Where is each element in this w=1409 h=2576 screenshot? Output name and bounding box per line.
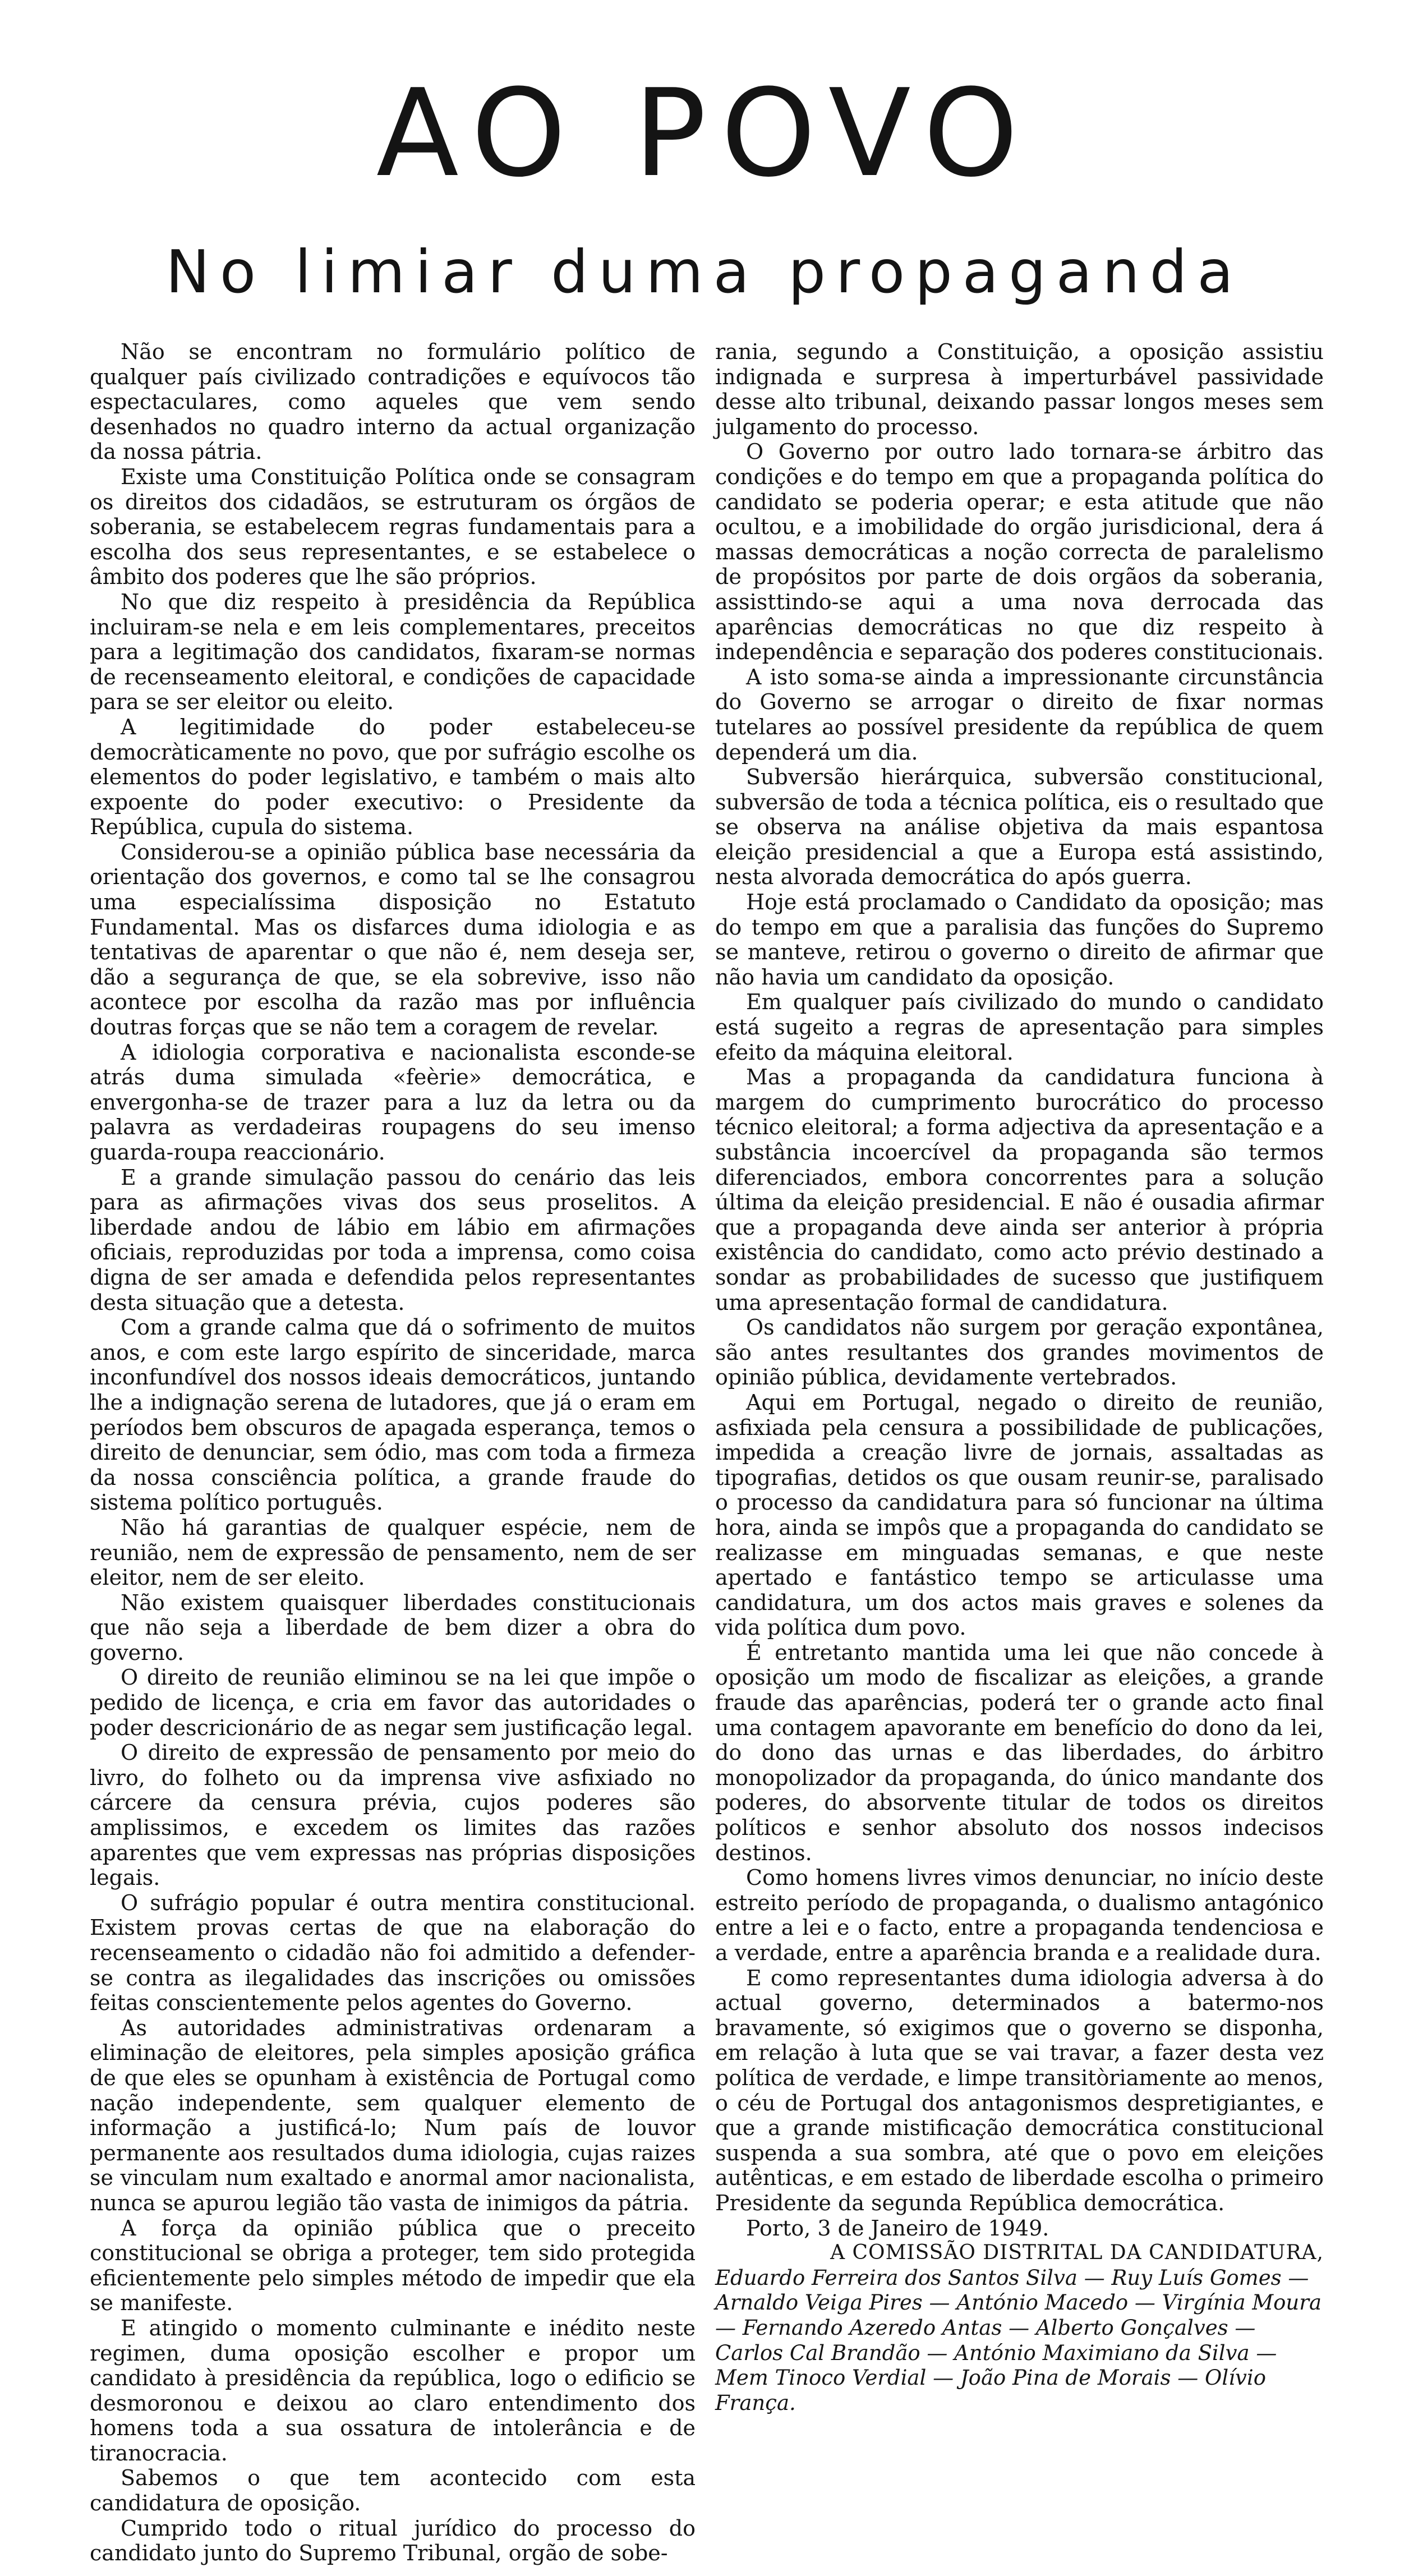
paragraph: E como representantes duma idiologia adversa à do actual governo, determinados a batermo-nos bravamente, só exigimos que o governo se disponha, em relação à luta que se vai travar, a fazer desta vez política de verdade, e limpe transitòriamente ao menos, o céu de Portugal dos antagonismos despretigiantes, e que a grande mistificação democrática constitucional suspenda a sua sombra, até que o povo em eleições autênticas, e em estado de liberdade escolha o primeiro Presidente da segunda República democrática. [715,1965,1324,2215]
right-column [715,339,1324,2416]
paragraph: Em qualquer país civilizado do mundo o candidato está sugeito a regras de apresentação para simples efeito da máquina eleitoral. [715,990,1324,1065]
page-title: AO POVO [376,63,1033,204]
paragraph: O sufrágio popular é outra mentira constitucional. Existem provas certas de que na elaboração do recenseamento o cidadão não foi admitido a defender-se contra as ilegalidades das inscrições ou omissões feitas conscientemente pelos agentes do Governo. [90,1890,696,2016]
paragraph: Os candidatos não surgem por geração expontânea, são antes resultantes dos grandes movimentos de opinião pública, devidamente vertebrados. [715,1315,1324,1390]
paragraph: A idiologia corporativa e nacionalista esconde-se atrás duma simulada «feèrie» democrática, e envergonha-se de trazer para a luz da letra ou da palavra as verdadeiras roupagens do seu imenso guarda-roupa reaccionário. [90,1039,696,1165]
committee-signature: A COMISSÃO DISTRITAL DA CANDIDATURA, [830,2241,1324,2265]
paragraph: A isto soma-se ainda a impressionante circunstância do Governo se arrogar o direito de fixar normas tutelares ao possível presidente da república de quem dependerá um dia. [715,664,1324,765]
committee-members: Eduardo Ferreira dos Santos Silva — Ruy Luís Gomes — Arnaldo Veiga Pires — António Macedo — Virgínia Moura — Fernando Azeredo Antas — Alberto Gonçalves — Carlos Cal Brandão — António Maximiano da Silva — Mem Tinoco Verdial — João Pina de Morais — Olívio França. [715,2265,1322,2415]
dateline: Porto, 3 de Janeiro de 1949. [746,2215,1049,2241]
paragraph: E a grande simulação passou do cenário das leis para as afirmações vivas dos seus proselitos. A liberdade andou de lábio em lábio em afirmações oficiais, reproduzidas por toda a imprensa, como coisa digna de ser amada e defendida pelos representantes desta situação que a detesta. [90,1165,696,1315]
paragraph: No que diz respeito à presidência da República incluiram-se nela e em leis complementares, preceitos para a legitimação dos candidatos, fixaram-se normas de recenseamento eleitoral, e condições de capacidade para se ser eleitor ou eleito. [90,589,696,715]
paragraph-continuation: rania, segundo a Constituição, a oposição assistiu indignada e surpresa à imperturbável passividade desse alto tribunal, deixando passar longos meses sem julgamento do processo. [715,339,1324,439]
paragraph: Sabemos o que tem acontecido com esta candidatura de oposição. [90,2465,696,2516]
paragraph: A legitimidade do poder estabeleceu-se democràticamente no povo, que por sufrágio escolhe os elementos do poder legislativo, e também o mais alto expoente do poder executivo: o Presidente da República, cupula do sistema. [90,714,696,840]
paragraph: Como homens livres vimos denunciar, no início deste estreito período de propaganda, o dualismo antagónico entre a lei e o facto, entre a propaganda tendenciosa e a verdade, entre a aparência branda e a realidade dura. [715,1865,1324,1965]
paragraph: Não existem quaisquer liberdades constitucionais que não seja a liberdade de bem dizer a obra do governo. [90,1590,696,1665]
left-column [90,339,696,2566]
paragraph: Mas a propaganda da candidatura funciona à margem do cumprimento burocrático do processo técnico eleitoral; a forma adjectiva da apresentação e a substância incoercível da propaganda são termos diferenciados, embora concorrentes para a solução última da eleição presidencial. E não é ousadia afirmar que a propaganda deve ainda ser anterior à própria existência do candidato, como acto prévio destinado a sondar as probabilidades de sucesso que justifiquem uma apresentação formal de candidatura. [715,1065,1324,1315]
paragraph: Considerou-se a opinião pública base necessária da orientação dos governos, e como tal se lhe consagrou uma especialíssima disposição no Estatuto Fundamental. Mas os disfarces duma idiologia e as tentativas de aparentar o que não é, nem deseja ser, dão a segurança de que, se ela sobrevive, isso não acontece por escolha da razão mas por influência doutras forças que se não tem a coragem de revelar. [90,839,696,1040]
paragraph: Com a grande calma que dá o sofrimento de muitos anos, e com este largo espírito de sinceridade, marca inconfundível dos nossos ideais democráticos, juntando lhe a indignação serena de lutadores, que já o eram em períodos bem obscuros de apagada esperança, temos o direito de denunciar, sem ódio, mas com toda a firmeza da nossa consciência política, a grande fraude do sistema político português. [90,1315,696,1515]
paragraph: A força da opinião pública que o preceito constitucional se obriga a proteger, tem sido protegida eficientemente pelo simples método de impedir que ela se manifeste. [90,2215,696,2316]
paragraph: O Governo por outro lado tornara-se árbitro das condições e do tempo em que a propaganda política do candidato se poderia operar; e esta atitude que não ocultou, e a imobilidade do orgão jurisdicional, dera á massas democráticas a noção correcta de paralelismo de propósitos por parte de dois orgãos da soberania, assisttindo-se aqui a uma nova derrocada das aparências democráticas no que diz respeito à independência e separação dos poderes constitucionais. [715,439,1324,665]
paragraph: Subversão hierárquica, subversão constitucional, subversão de toda a técnica política, eis o resultado que se observa na análise objetiva da mais espantosa eleição presidencial a que a Europa está assistindo, nesta alvorada democrática do após guerra. [715,765,1324,890]
paragraph: Não há garantias de qualquer espécie, nem de reunião, nem de expressão de pensamento, nem de ser eleitor, nem de ser eleito. [90,1515,696,1590]
paragraph: O direito de expressão de pensamento por meio do livro, do folheto ou da imprensa vive asfixiado no cárcere da censura prévia, cujos poderes são amplissimos, e excedem os limites das razões aparentes que vem expressas nas próprias disposições legais. [90,1740,696,1890]
paragraph: Não se encontram no formulário político de qualquer país civilizado contradições e equívocos tão espectaculares, como aqueles que vem sendo desenhados no quadro interno da actual organização da nossa pátria. [90,339,696,464]
paragraph: Cumprido todo o ritual jurídico do processo do candidato junto do Supremo Tribunal, orgão de sobe- [90,2515,696,2566]
paragraph: As autoridades administrativas ordenaram a eliminação de eleitores, pela simples aposição gráfica de que eles se opunham à existência de Portugal como nação independente, sem qualquer elemento de informação a justificá-lo; Num país de louvor permanente aos resultados duma idiologia, cujas raizes se vinculam num exaltado e anormal amor nacionalista, nunca se apurou legião tão vasta de inimigos da pátria. [90,2015,696,2215]
paragraph: Existe uma Constituição Política onde se consagram os direitos dos cidadãos, se estruturam os órgãos de soberania, se estabelecem regras fundamentais para a escolha dos seus representantes, e se estabelece o âmbito dos poderes que lhe são próprios. [90,464,696,590]
paragraph: É entretanto mantida uma lei que não concede à oposição um modo de fiscalizar as eleições, a grande fraude das aparências, poderá ter o grande acto final uma contagem apavorante em benefício do dono da lei, do dono das urnas e das liberdades, do árbitro monopolizador da propaganda, do único mandante dos poderes, do absorvente titular de todos os direitos políticos e senhor absoluto dos nossos indecisos destinos. [715,1640,1324,1865]
paragraph: Aqui em Portugal, negado o direito de reunião, asfixiada pela censura a possibilidade de publicações, impedida a creação livre de jornais, assaltadas as tipografias, detidos os que ousam reunir-se, paralisado o processo da candidatura para só funcionar na última hora, ainda se impôs que a propaganda do candidato se realizasse em minguadas semanas, e que neste apertado e fantástico tempo se articulasse uma candidatura, um dos actos mais graves e solenes da vida política dum povo. [715,1390,1324,1640]
paragraph: Hoje está proclamado o Candidato da oposição; mas do tempo em que a paralisia das funções do Supremo se manteve, retirou o governo o direito de afirmar que não havia um candidato da oposição. [715,890,1324,990]
page-subtitle: No limiar duma propaganda [165,238,1244,306]
paragraph: O direito de reunião eliminou se na lei que impõe o pedido de licença, e cria em favor das autoridades o poder descricionário de as negar sem justificação legal. [90,1665,696,1740]
paragraph: E atingido o momento culminante e inédito neste regimen, duma oposição escolher e propor um candidato à presidência da república, logo o edificio se desmoronou e deixou ao claro entendimento dos homens toda a sua ossatura de intolerância e de tiranocracia. [90,2315,696,2465]
